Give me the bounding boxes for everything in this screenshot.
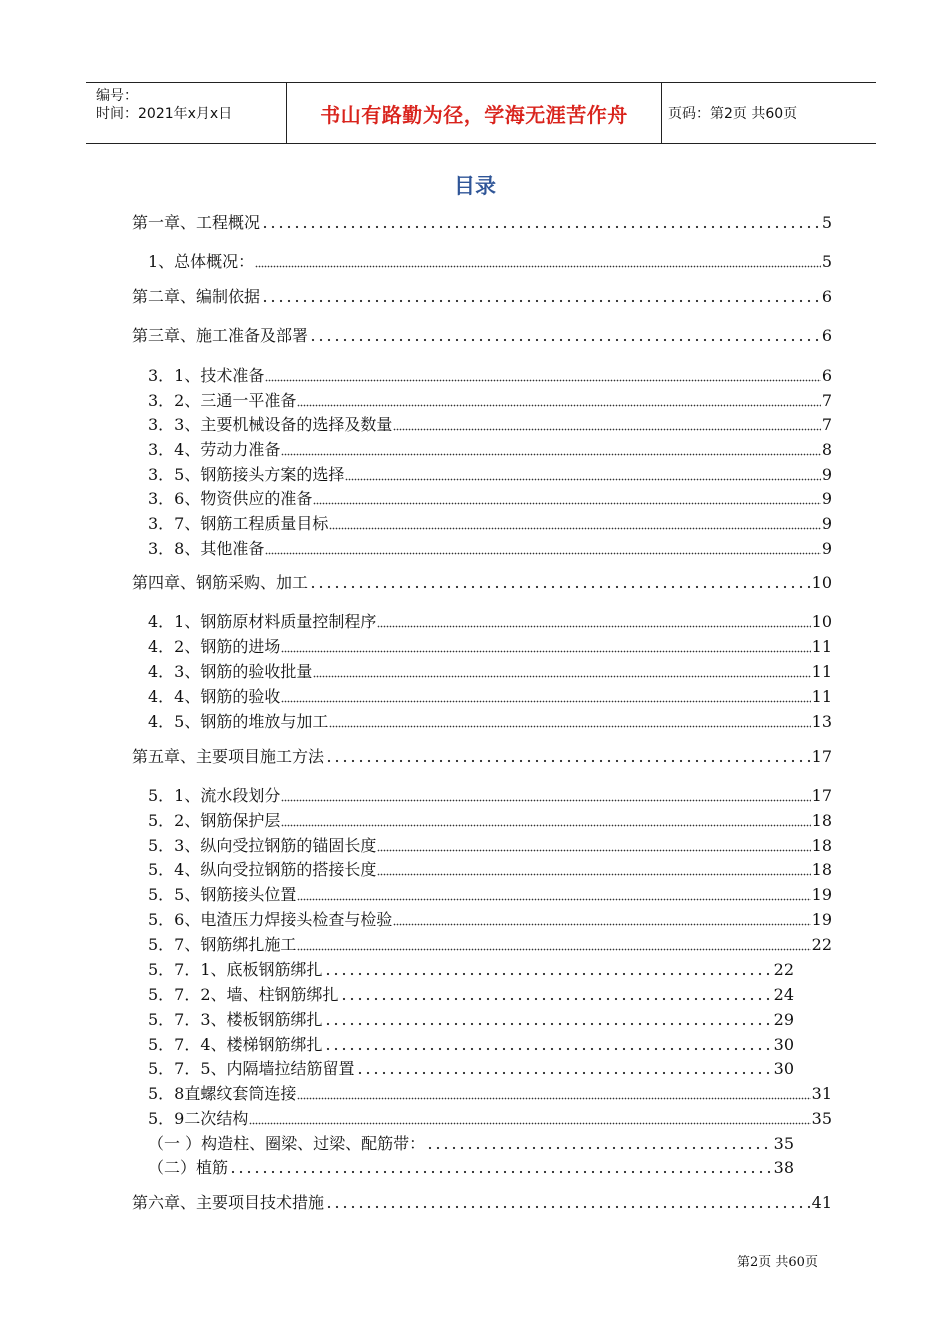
toc-entry-title: 5．3、纵向受拉钢筋的锚固长度 [148, 836, 377, 855]
toc-dot-leader [426, 1146, 773, 1150]
toc-entry-title: 3．4、劳动力准备 [148, 440, 281, 459]
toc-entry-title: 3．7、钢筋工程质量目标 [148, 514, 329, 533]
toc-dot-leader [281, 823, 810, 827]
toc-dot-leader [309, 585, 811, 589]
toc-entry[interactable] [148, 685, 832, 707]
toc-entry-title: 5．7．5、内隔墙拉结筋留置 [148, 1059, 355, 1078]
toc-entry-title: 5．7．2、墙、柱钢筋绑扎 [148, 985, 339, 1004]
toc-entry-page: 9 [821, 539, 832, 558]
toc-entry-page: 5 [821, 213, 832, 232]
toc-entry-title: 4．3、钢筋的验收批量 [148, 662, 313, 681]
toc-title: 目录 [454, 174, 496, 198]
toc-entry[interactable] [148, 413, 832, 435]
toc-dot-leader [281, 798, 810, 802]
toc-dot-leader [265, 551, 820, 555]
toc-entry-page: 31 [811, 1084, 832, 1103]
toc-entry-page: 11 [811, 637, 832, 656]
toc-dot-leader [377, 624, 810, 628]
toc-entry-title: 5．9二次结构 [148, 1109, 249, 1128]
toc-entry-page: 29 [773, 1010, 794, 1029]
toc-entry-page: 5 [821, 252, 832, 271]
toc-entry-page: 22 [773, 960, 794, 979]
toc-entry-page: 22 [811, 935, 832, 954]
toc-entry-title: 5．7、钢筋绑扎施工 [148, 935, 297, 954]
toc-entry-page: 13 [811, 712, 832, 731]
toc-entry[interactable] [132, 1191, 832, 1213]
toc-entry-title: 5．5、钢筋接头位置 [148, 885, 297, 904]
toc-dot-leader [261, 225, 821, 229]
toc-entry-page: 38 [773, 1158, 794, 1177]
toc-entry-title: 第一章、工程概况 [132, 213, 261, 232]
toc-dot-leader [329, 724, 810, 728]
toc-entry-page: 11 [811, 687, 832, 706]
toc-entry[interactable] [148, 784, 832, 806]
toc-entry[interactable] [148, 710, 832, 732]
toc-entry[interactable] [148, 250, 832, 272]
toc-dot-leader [313, 674, 810, 678]
toc-entry[interactable] [148, 512, 832, 534]
toc-entry-page: 9 [821, 514, 832, 533]
toc-entry-page: 7 [821, 415, 832, 434]
toc-entry-page: 19 [811, 910, 832, 929]
toc-entry-page: 10 [811, 612, 832, 631]
toc-entry-title: 5．2、钢筋保护层 [148, 811, 281, 830]
toc-dot-leader [249, 1121, 810, 1125]
toc-dot-leader [229, 1170, 773, 1174]
page-header [86, 82, 876, 144]
toc-entry-page: 6 [821, 366, 832, 385]
toc-entry[interactable] [148, 1057, 794, 1079]
toc-entry[interactable] [148, 1156, 794, 1178]
toc-dot-leader [377, 848, 810, 852]
toc-entry-page: 35 [811, 1109, 832, 1128]
document-number-label: 编号： [96, 88, 138, 104]
toc-dot-leader [329, 526, 820, 530]
toc-entry-page: 30 [773, 1059, 794, 1078]
toc-dot-leader [297, 403, 820, 407]
toc-entry-title: 5．6、电渣压力焊接头检查与检验 [148, 910, 393, 929]
toc-entry[interactable] [148, 537, 832, 559]
toc-entry-page: 10 [811, 573, 832, 592]
toc-entry[interactable] [148, 834, 832, 856]
toc-entry-title: （一 ）构造柱、圈梁、过梁、配筋带： [148, 1134, 426, 1153]
header-page-number: 页码：第2页 共60页 [668, 106, 798, 122]
toc-dot-leader [345, 477, 820, 481]
toc-dot-leader [281, 699, 810, 703]
toc-entry-title: 3．3、主要机械设备的选择及数量 [148, 415, 393, 434]
toc-entry-page: 8 [821, 440, 832, 459]
toc-entry[interactable] [148, 1107, 832, 1129]
toc-entry[interactable] [132, 571, 832, 593]
toc-entry-title: 3．5、钢筋接头方案的选择 [148, 465, 345, 484]
toc-entry-page: 9 [821, 465, 832, 484]
toc-dot-leader [393, 922, 810, 926]
toc-entry-title: 3．8、其他准备 [148, 539, 265, 558]
toc-entry[interactable] [148, 933, 832, 955]
toc-dot-leader [297, 1096, 810, 1100]
toc-entry[interactable] [132, 211, 832, 233]
toc-entry-title: 第三章、施工准备及部署 [132, 326, 309, 345]
toc-entry[interactable] [132, 745, 832, 767]
toc-entry-page: 35 [773, 1134, 794, 1153]
toc-entry[interactable] [148, 1132, 794, 1154]
toc-entry-title: 第二章、编制依据 [132, 287, 261, 306]
toc-dot-leader [356, 1071, 773, 1075]
toc-entry-title: 4．5、钢筋的堆放与加工 [148, 712, 329, 731]
toc-entry-page: 19 [811, 885, 832, 904]
toc-dot-leader [255, 264, 821, 268]
toc-entry-title: 5．7．4、楼梯钢筋绑扎 [148, 1035, 323, 1054]
toc-dot-leader [265, 378, 820, 382]
toc-entry-page: 24 [773, 985, 794, 1004]
toc-entry-title: 第四章、钢筋采购、加工 [132, 573, 309, 592]
header-meta [96, 87, 286, 123]
toc-entry-page: 18 [811, 836, 832, 855]
toc-dot-leader [297, 947, 810, 951]
toc-dot-leader [309, 338, 821, 342]
toc-entry[interactable] [148, 438, 832, 460]
toc-entry[interactable] [148, 958, 794, 980]
toc-entry-title: 5．4、纵向受拉钢筋的搭接长度 [148, 860, 377, 879]
toc-entry[interactable] [148, 908, 832, 930]
toc-entry-page: 11 [811, 662, 832, 681]
toc-entry-page: 17 [811, 747, 832, 766]
toc-entry[interactable] [148, 1033, 794, 1055]
toc-entry-page: 9 [821, 489, 832, 508]
toc-dot-leader [297, 897, 810, 901]
toc-dot-leader [340, 997, 773, 1001]
toc-dot-leader [313, 501, 820, 505]
toc-dot-leader [324, 1022, 773, 1026]
toc-entry-title: 5．1、流水段划分 [148, 786, 281, 805]
toc-entry[interactable] [148, 364, 832, 386]
toc-dot-leader [393, 427, 820, 431]
footer-page-number: 第2页 共60页 [737, 1255, 818, 1270]
toc-entry-title: 3．1、技术准备 [148, 366, 265, 385]
toc-entry-title: 1、总体概况： [148, 252, 255, 271]
toc-entry-title: 第五章、主要项目施工方法 [132, 747, 325, 766]
toc-entry[interactable] [148, 858, 832, 880]
toc-entry-title: 4．2、钢筋的进场 [148, 637, 281, 656]
toc-entry-title: 4．1、钢筋原材料质量控制程序 [148, 612, 377, 631]
toc-entry[interactable] [132, 285, 832, 307]
toc-entry[interactable] [148, 1008, 794, 1030]
toc-dot-leader [324, 1047, 773, 1051]
toc-dot-leader [261, 299, 821, 303]
toc-entry[interactable] [148, 883, 832, 905]
toc-entry[interactable] [148, 389, 832, 411]
toc-entry-title: （二）植筋 [148, 1158, 229, 1177]
toc-entry-page: 6 [821, 287, 832, 306]
toc-entry-title: 3．6、物资供应的准备 [148, 489, 313, 508]
toc-dot-leader [324, 972, 773, 976]
toc-entry-title: 第六章、主要项目技术措施 [132, 1193, 325, 1212]
header-motto: 书山有路勤为径，学海无涯苦作舟 [286, 83, 662, 143]
toc-entry-page: 30 [773, 1035, 794, 1054]
toc-entry-title: 5．7．3、楼板钢筋绑扎 [148, 1010, 323, 1029]
toc-entry-title: 5．7．1、底板钢筋绑扎 [148, 960, 323, 979]
toc-entry[interactable] [148, 610, 832, 632]
toc-entry[interactable] [148, 487, 832, 509]
toc-entry[interactable] [148, 635, 832, 657]
toc-dot-leader [281, 452, 820, 456]
toc-entry-title: 4．4、钢筋的验收 [148, 687, 281, 706]
toc-dot-leader [377, 872, 810, 876]
document-time-label: 时间：2021年x月x日 [96, 106, 233, 122]
toc-dot-leader [325, 759, 811, 763]
toc-entry[interactable] [148, 463, 832, 485]
toc-entry-page: 18 [811, 860, 832, 879]
toc-entry-page: 7 [821, 391, 832, 410]
toc-dot-leader [325, 1205, 811, 1209]
toc-entry[interactable] [148, 1082, 832, 1104]
toc-entry-title: 5．8直螺纹套筒连接 [148, 1084, 297, 1103]
toc-entry[interactable] [148, 809, 832, 831]
toc-entry[interactable] [132, 324, 832, 346]
toc-entry-page: 18 [811, 811, 832, 830]
toc-entry-title: 3．2、三通一平准备 [148, 391, 297, 410]
toc-entry-page: 41 [811, 1193, 832, 1212]
toc-entry-page: 6 [821, 326, 832, 345]
toc-entry[interactable] [148, 983, 794, 1005]
toc-dot-leader [281, 649, 810, 653]
toc-entry-page: 17 [811, 786, 832, 805]
toc-entry[interactable] [148, 660, 832, 682]
